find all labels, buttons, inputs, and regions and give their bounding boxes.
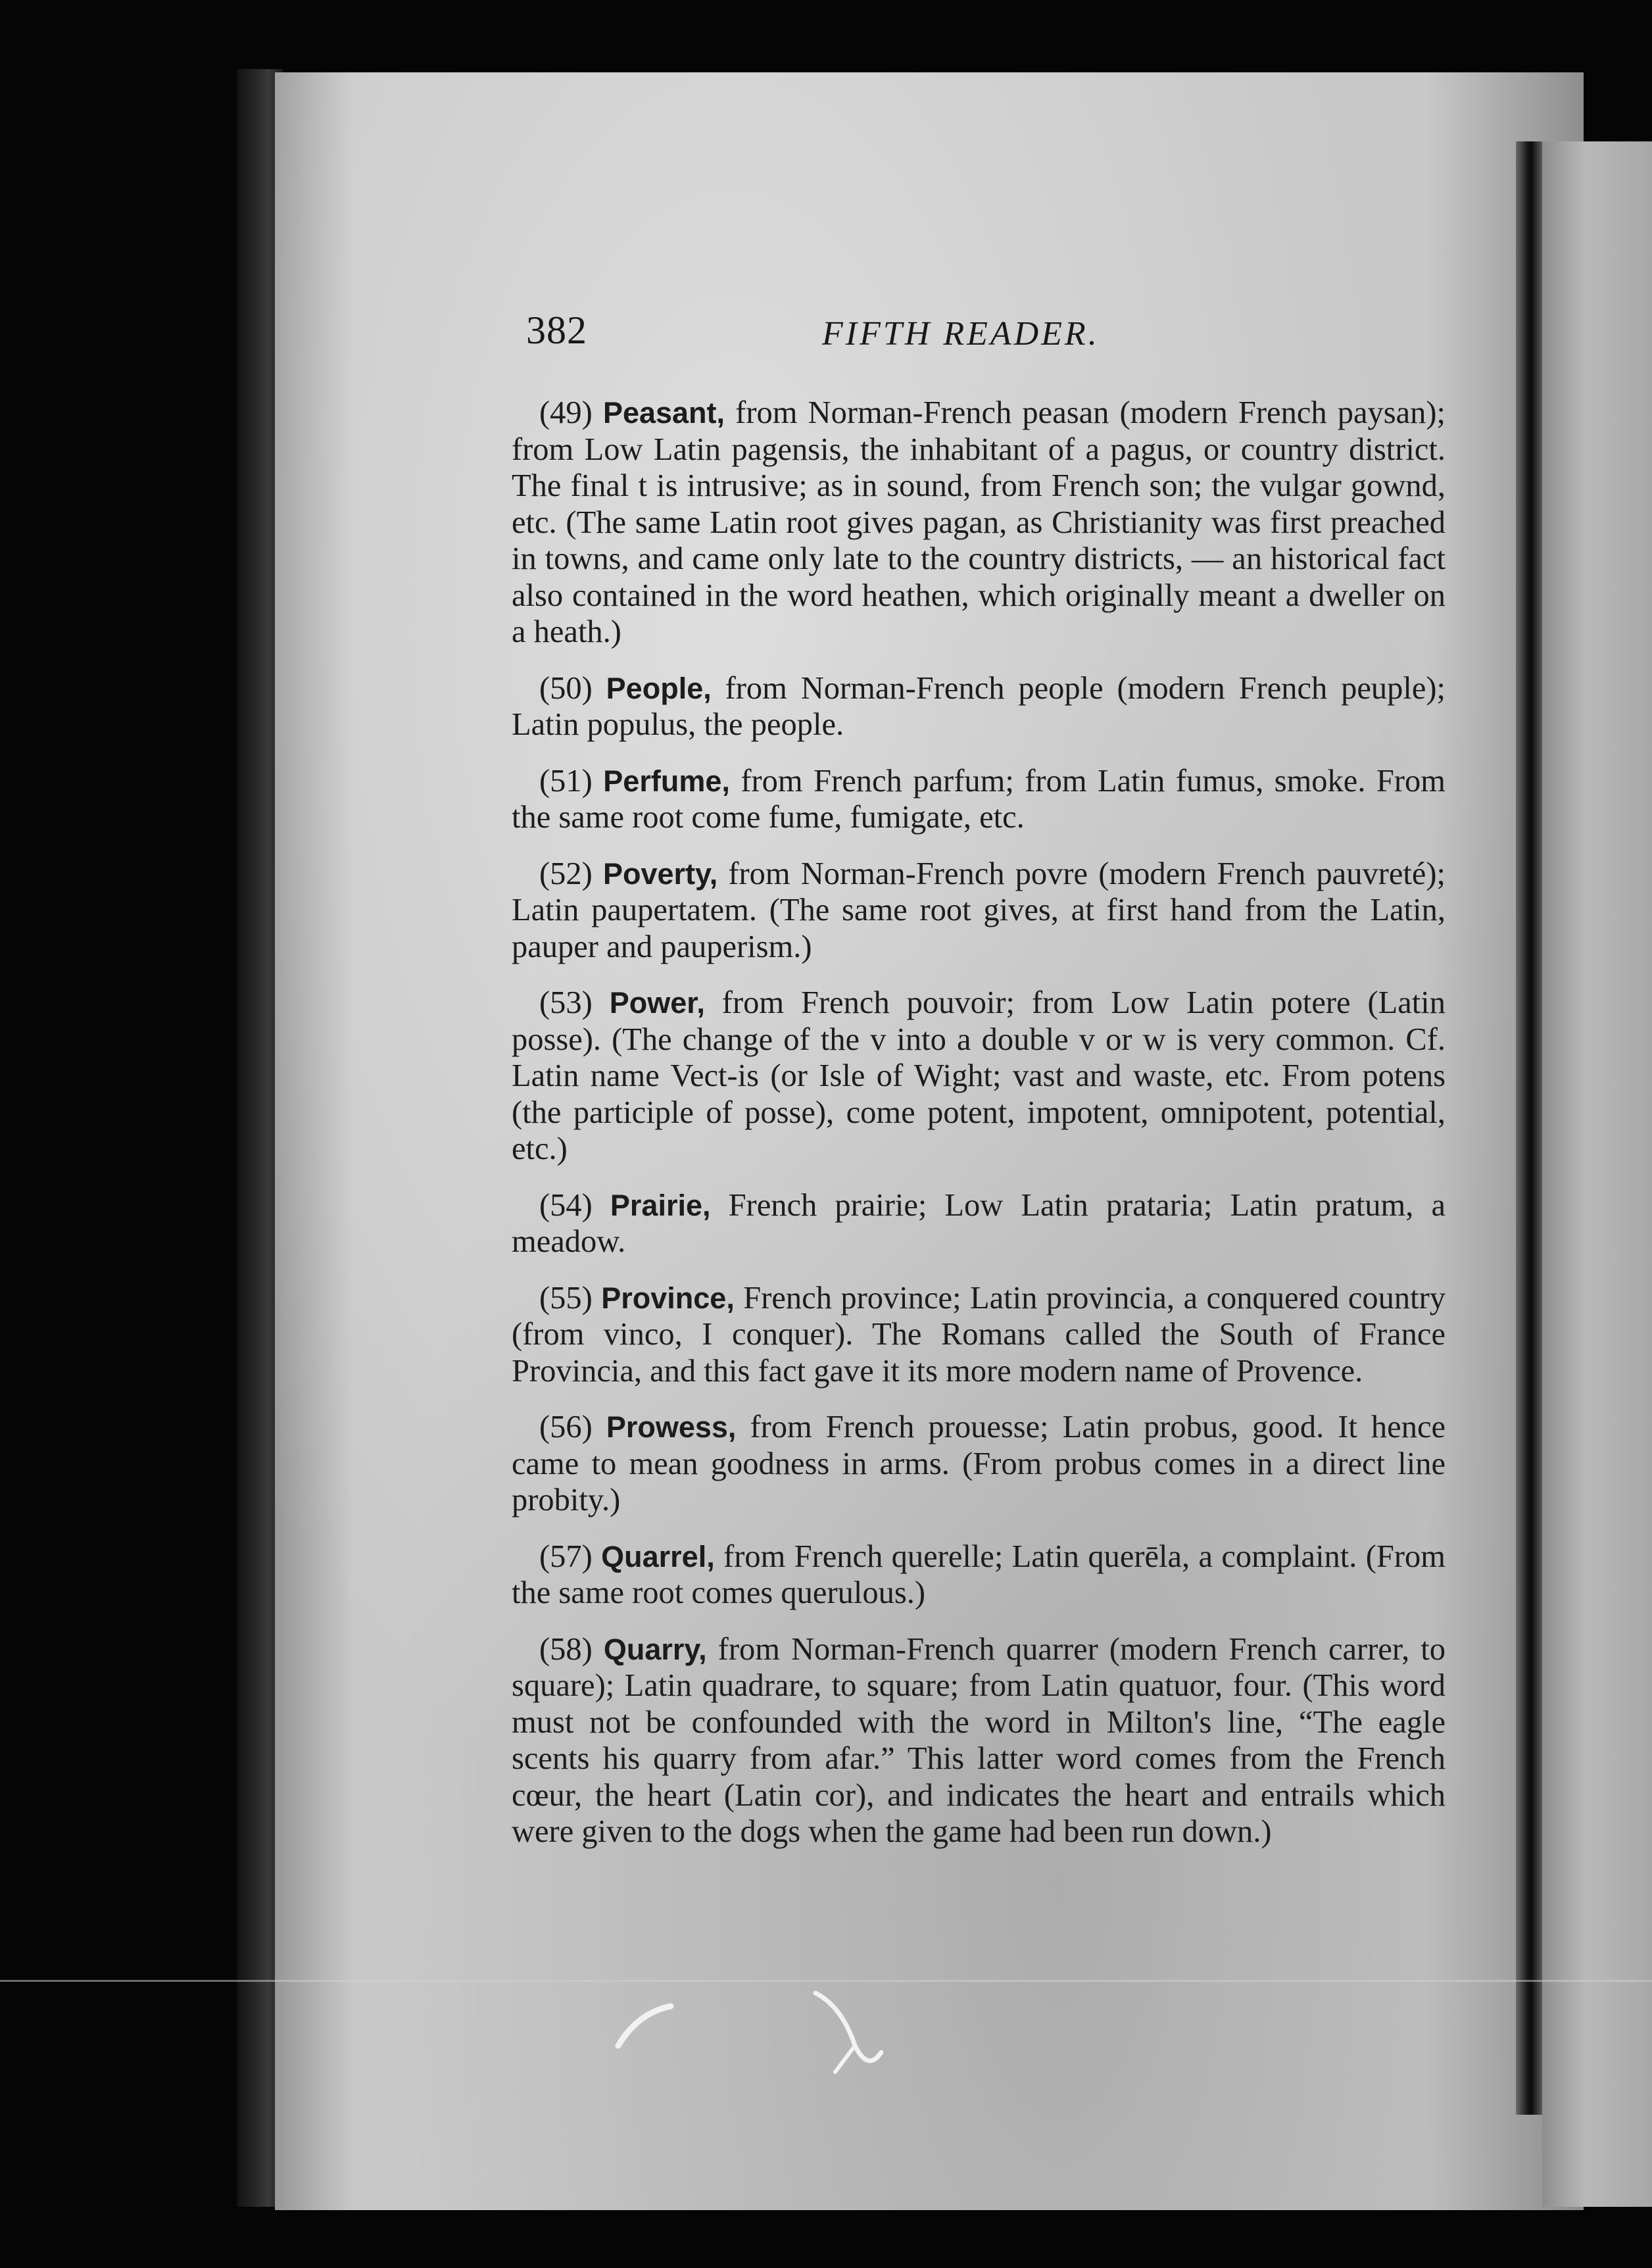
entry-number: (51) bbox=[539, 763, 593, 799]
facing-page-edge bbox=[1542, 141, 1652, 2207]
running-head: FIFTH READER. bbox=[822, 315, 1100, 353]
entry-number: (54) bbox=[539, 1187, 593, 1223]
entry-headword: Prowess, bbox=[606, 1410, 737, 1444]
glossary-entry bbox=[512, 1409, 1446, 1519]
entry-number: (52) bbox=[539, 856, 593, 891]
entry-headword: Quarry, bbox=[603, 1632, 707, 1666]
book-gutter bbox=[1516, 141, 1542, 2115]
entry-body: French province; Latin provincia, a conquered country (from vinco, I conquer). The Romans called the South of France Provincia, and this fact gave it its more modern name of Provence. bbox=[512, 1280, 1446, 1389]
entry-body: from Norman-French povre (modern French pauvreté); Latin paupertatem. (The same root gives, at first hand from the Latin, pauper and pauperism.) bbox=[512, 856, 1446, 964]
entry-number: (50) bbox=[539, 670, 593, 706]
page-header bbox=[526, 308, 1447, 360]
glossary-entries bbox=[512, 395, 1446, 1870]
glossary-entry bbox=[512, 985, 1446, 1168]
entry-body: from French parfum; from Latin fumus, smoke. From the same root come fume, fumigate, etc. bbox=[512, 763, 1446, 835]
entry-headword: Prairie, bbox=[610, 1188, 711, 1222]
glossary-entry bbox=[512, 763, 1446, 836]
glossary-entry bbox=[512, 1539, 1446, 1612]
glossary-entry bbox=[512, 1631, 1446, 1850]
entry-body: from Norman-French quarrer (modern French carrer, to square); Latin quadrare, to square; from Latin quatuor, four. (This word must not be confounded with the word in Milton's line, “The eagle scents his quarry from afar.” This latter word comes from the French cœur, the heart (Latin cor), and indicates the heart and entrails which were given to the dogs when the game had been run down.) bbox=[512, 1631, 1446, 1849]
glossary-entry bbox=[512, 670, 1446, 743]
entry-number: (57) bbox=[539, 1539, 593, 1574]
glossary-entry bbox=[512, 1280, 1446, 1390]
entry-headword: Poverty, bbox=[602, 856, 718, 891]
entry-headword: Quarrel, bbox=[601, 1539, 715, 1573]
entry-headword: People, bbox=[606, 671, 712, 705]
glossary-entry bbox=[512, 395, 1446, 651]
entry-headword: Perfume, bbox=[603, 764, 730, 798]
page-number: 382 bbox=[526, 308, 587, 352]
entry-body: from Norman-French people (modern French peuple); Latin populus, the people. bbox=[512, 670, 1446, 742]
entry-body: from French pouvoir; from Low Latin potere (Latin posse). (The change of the v into a double v or w is very common. Cf. Latin name Vect-is (or Isle of Wight; vast and waste, etc. From potens (the participle of posse), come potent, impotent, omnipotent, potential, etc.) bbox=[512, 985, 1446, 1166]
entry-number: (49) bbox=[539, 395, 593, 430]
ink-smudge-marks bbox=[592, 1967, 960, 2098]
entry-number: (53) bbox=[539, 985, 593, 1020]
entry-headword: Province, bbox=[601, 1281, 735, 1315]
entry-body: French prairie; Low Latin prataria; Latin pratum, a meadow. bbox=[512, 1187, 1446, 1259]
entry-body: from Norman-French peasan (modern French paysan); from Low Latin pagensis, the inhabitant of a pagus, or country district. The final t is intrusive; as in sound, from French son; the vulgar gownd, etc. (The same Latin root gives pagan, as Christianity was first preached in towns, and came only late to the country districts, — an historical fact also contained in the word heathen, which originally meant a dweller on a heath.) bbox=[512, 395, 1446, 649]
entry-headword: Power, bbox=[609, 986, 705, 1020]
entry-number: (58) bbox=[539, 1631, 593, 1667]
entry-number: (56) bbox=[539, 1410, 593, 1444]
entry-headword: Peasant, bbox=[602, 396, 725, 430]
entry-body: from French prouesse; Latin probus, good. It hence came to mean goodness in arms. (From probus comes in a direct line probity.) bbox=[512, 1410, 1446, 1517]
glossary-entry bbox=[512, 856, 1446, 966]
glossary-entry bbox=[512, 1187, 1446, 1260]
entry-number: (55) bbox=[539, 1280, 593, 1316]
entry-body: from French querelle; Latin querēla, a complaint. (From the same root comes querulous.) bbox=[512, 1539, 1446, 1610]
